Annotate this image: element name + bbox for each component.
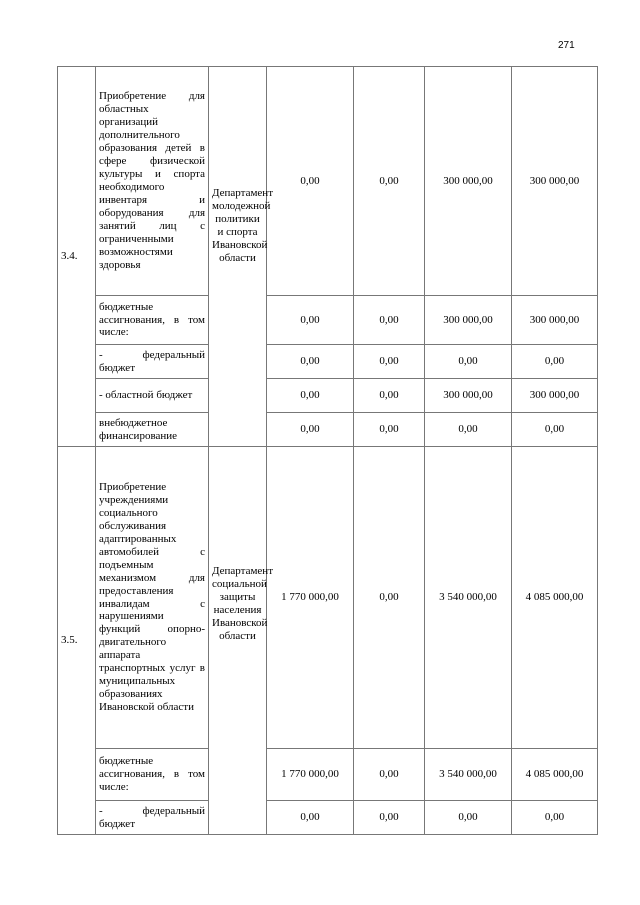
budget-table [57, 66, 598, 835]
value-cell: 0,00 [512, 801, 598, 835]
value-cell: 0,00 [267, 67, 354, 296]
value-cell: 0,00 [354, 296, 425, 345]
value-cell: 0,00 [425, 413, 512, 447]
table-row [58, 413, 598, 447]
value-cell: 0,00 [267, 379, 354, 413]
table-row [58, 345, 598, 379]
row-index: 3.4. [58, 67, 96, 447]
value-cell: 0,00 [512, 345, 598, 379]
row-index: 3.5. [58, 447, 96, 835]
value-cell: 0,00 [267, 801, 354, 835]
value-cell: 0,00 [267, 413, 354, 447]
row-sublabel: бюджетные ассигнования, в том числе: [96, 749, 209, 801]
table-row [58, 749, 598, 801]
value-cell: 4 085 000,00 [512, 749, 598, 801]
table-row [58, 296, 598, 345]
row-description: Приобретение для областных организаций дополнительного образования детей в сфере физической культуры и спорта необходимого инвентаря и оборудования для занятий лиц с ограниченными возможностями здоровья [96, 67, 209, 296]
table-row [58, 67, 598, 296]
row-sublabel: бюджетные ассигнования, в том числе: [96, 296, 209, 345]
value-cell: 0,00 [512, 413, 598, 447]
value-cell: 0,00 [267, 296, 354, 345]
row-description: Приобретение учреждениями социального обслуживания адаптированных автомобилей с подъемным механизмом для предоставления инвалидам с нарушениями функций опорно-двигательного аппарата транспортных услуг в муниципальных образованиях Ивановской области [96, 447, 209, 749]
value-cell: 300 000,00 [512, 67, 598, 296]
row-sublabel: - федеральный бюджет [96, 345, 209, 379]
value-cell: 0,00 [425, 345, 512, 379]
department-cell: Департамент молодежной политики и спорта Ивановской области [209, 67, 267, 447]
table-row [58, 447, 598, 749]
value-cell: 300 000,00 [425, 379, 512, 413]
department-cell: Департамент социальной защиты населения Ивановской области [209, 447, 267, 835]
table-row [58, 801, 598, 835]
row-sublabel: - областной бюджет [96, 379, 209, 413]
value-cell: 300 000,00 [512, 296, 598, 345]
value-cell: 0,00 [354, 345, 425, 379]
value-cell: 0,00 [354, 801, 425, 835]
value-cell: 300 000,00 [512, 379, 598, 413]
row-sublabel: - федеральный бюджет [96, 801, 209, 835]
row-sublabel: внебюджетное финансирование [96, 413, 209, 447]
value-cell: 300 000,00 [425, 296, 512, 345]
value-cell: 3 540 000,00 [425, 447, 512, 749]
value-cell: 0,00 [354, 379, 425, 413]
value-cell: 0,00 [267, 345, 354, 379]
value-cell: 4 085 000,00 [512, 447, 598, 749]
value-cell: 0,00 [354, 67, 425, 296]
value-cell: 0,00 [354, 749, 425, 801]
value-cell: 3 540 000,00 [425, 749, 512, 801]
value-cell: 1 770 000,00 [267, 447, 354, 749]
value-cell: 300 000,00 [425, 67, 512, 296]
value-cell: 1 770 000,00 [267, 749, 354, 801]
value-cell: 0,00 [354, 447, 425, 749]
table-row [58, 379, 598, 413]
page-number: 271 [558, 40, 575, 51]
value-cell: 0,00 [354, 413, 425, 447]
value-cell: 0,00 [425, 801, 512, 835]
